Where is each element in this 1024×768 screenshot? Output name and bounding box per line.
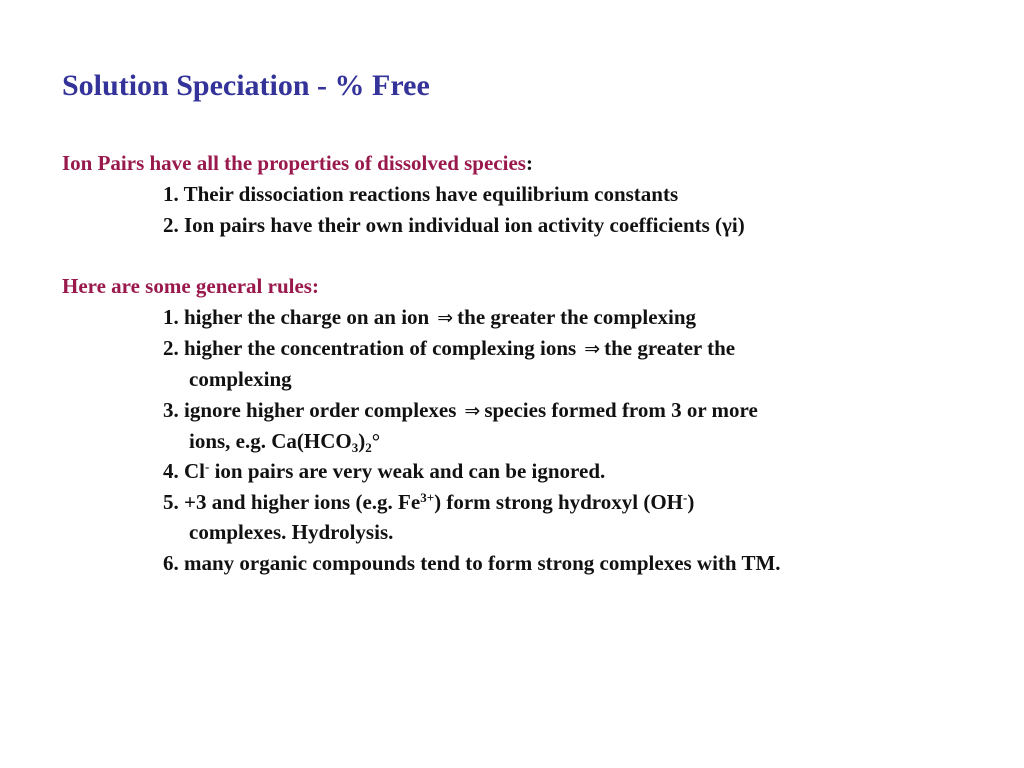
rule-4 — [163, 456, 605, 486]
rule-2-result: the greater the — [604, 336, 736, 360]
subscript-2: 2 — [365, 440, 372, 455]
rule-3-result: species formed from 3 or more — [484, 398, 758, 422]
heading-colon: : — [525, 151, 533, 175]
rule-3-paren: ) — [358, 429, 366, 453]
rule-3 — [163, 395, 758, 426]
ion-pairs-item-2: 2. Ion pairs have their own individual ion activity coefficients (γi) — [163, 213, 745, 237]
rule-3-text: 3. ignore higher order complexes — [163, 398, 457, 422]
degree-symbol: ° — [371, 429, 381, 453]
implies-arrow-icon: ⇒ — [584, 338, 601, 360]
rule-5-text: 5. +3 and higher ions (e.g. Fe — [163, 490, 421, 514]
rule-5-mid: ) form strong hydroxyl (OH — [434, 490, 683, 514]
rule-4-text: 4. Cl — [163, 459, 205, 483]
subscript-3: 3 — [351, 440, 359, 455]
ion-pairs-heading-text: Ion Pairs have all the properties of dissolved species — [62, 151, 526, 175]
chloride-charge: - — [205, 459, 210, 474]
rule-2-text: 2. higher the concentration of complexing ions — [163, 336, 577, 360]
rule-5-continuation: complexes. Hydrolysis. — [189, 520, 394, 544]
rule-1-text: 1. higher the charge on an ion — [163, 305, 430, 329]
rule-5-close: ) — [687, 490, 695, 514]
rule-1 — [163, 302, 696, 333]
rule-5 — [163, 487, 694, 517]
hydroxyl-charge: - — [683, 490, 688, 505]
implies-arrow-icon: ⇒ — [437, 307, 454, 329]
slide-title: Solution Speciation - % Free — [62, 69, 430, 102]
iron-charge: 3+ — [420, 490, 435, 505]
rule-1-result: the greater the complexing — [457, 305, 697, 329]
rule-3-example: ions, e.g. Ca(HCO — [189, 429, 352, 453]
rule-2 — [163, 333, 735, 364]
rule-6: 6. many organic compounds tend to form strong complexes with TM. — [163, 551, 781, 575]
rule-2-continuation: complexing — [189, 367, 292, 391]
rule-4-rest: ion pairs are very weak and can be ignored. — [209, 459, 606, 483]
ion-pairs-heading — [62, 148, 533, 178]
general-rules-heading: Here are some general rules: — [62, 274, 319, 298]
rule-3-continuation — [189, 426, 380, 456]
ion-pairs-item-1: 1. Their dissociation reactions have equilibrium constants — [163, 182, 679, 206]
implies-arrow-icon: ⇒ — [464, 400, 481, 422]
